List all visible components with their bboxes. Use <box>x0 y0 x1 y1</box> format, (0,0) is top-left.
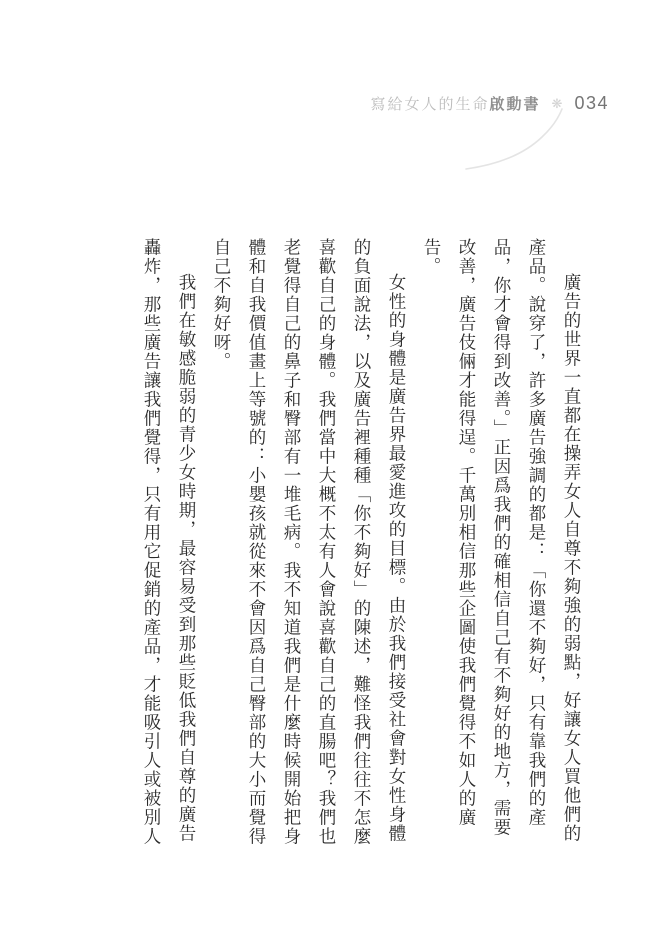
paragraph-1: 廣告的世界一直都在操弄女人自尊不夠強的弱點，好讓女人買他們的產品。說穿了，許多廣告強調的都是：「你還不夠好，只有靠我們的產品，你才會得到改善。」正因爲我們的確相信自己有不夠好的地方，需要改善，廣告伎倆才能得逞。千萬別相信那些企圖使我們覺得不如人的廣告。 <box>422 238 582 843</box>
page-number: 034 <box>574 93 609 113</box>
paragraph-2: 女性的身體是廣告界最愛進攻的目標。由於我們接受社會對女性身體的負面說法，以及廣告裡種種「你不夠好」的陳述，難怪我們往往不怎麼喜歡自己的身體。我們當中大概不太有人會說喜歡自己的直腸吧？我們也老覺得自己的鼻子和臀部有一堆毛病。我不知道我們是什麼時候開始把身體和自我價值畫上等號的：小嬰孩就從來不會因爲自己臀部的大小而覺得自己不夠好呀。 <box>212 238 407 846</box>
flower-icon: ❋ <box>551 96 563 111</box>
book-title-light: 寫給女人的生命 <box>370 96 490 113</box>
paragraph-3: 我們在敏感脆弱的青少女時期，最容易受到那些貶低我們自尊的廣告轟炸，那些廣告讓我們覺得，只有用它促銷的產品，才能吸引人或被別人 <box>142 238 197 846</box>
body-text <box>134 238 589 852</box>
page-header <box>0 93 609 114</box>
running-title <box>371 93 541 114</box>
book-title-bold: 啟動書 <box>489 96 541 113</box>
